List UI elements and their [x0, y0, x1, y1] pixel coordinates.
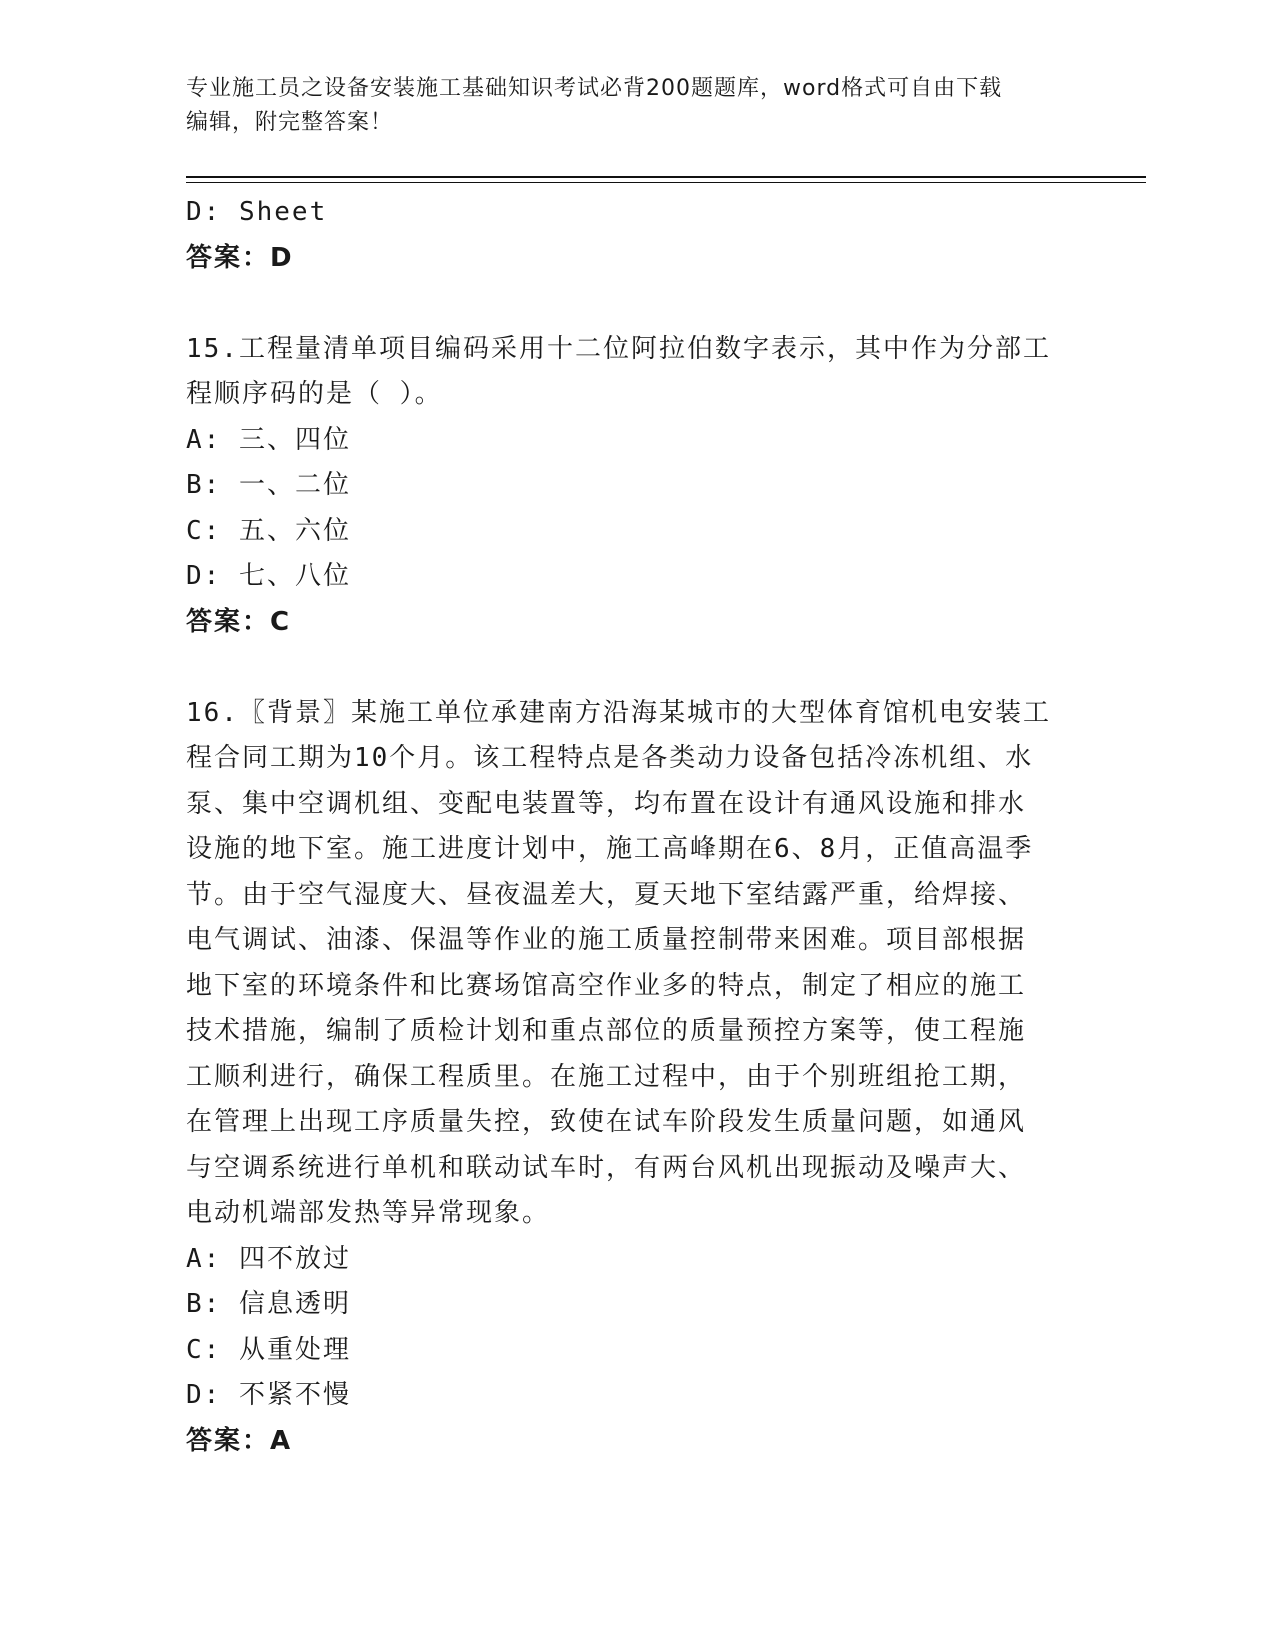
option-d: D: Sheet — [186, 197, 328, 227]
option-b: B: 一、二位 — [186, 470, 351, 500]
header-divider — [186, 176, 1146, 178]
question-text-line: 泵、集中空调机组、变配电装置等，均布置在设计有通风设施和排水 — [186, 788, 1027, 819]
answer-line: 答案：A — [186, 1425, 293, 1456]
question-text-line: 工顺利进行，确保工程质里。在施工过程中，由于个别班组抢工期， — [186, 1061, 1027, 1092]
answer-line: 答案：C — [186, 606, 292, 637]
question-block-prev — [186, 190, 1086, 281]
option-a: A: 四不放过 — [186, 1243, 351, 1274]
document-header — [186, 72, 1086, 140]
question-block-15 — [186, 327, 1086, 646]
question-text-line: 技术措施，编制了质检计划和重点部位的质量预控方案等，使工程施 — [186, 1016, 1027, 1046]
question-text-line: 15.工程量清单项目编码采用十二位阿拉伯数字表示，其中作为分部工 — [186, 333, 1051, 364]
option-a: A: 三、四位 — [186, 424, 351, 455]
spacer — [186, 281, 1086, 327]
question-text-line: 设施的地下室。施工进度计划中，施工高峰期在6、8月，正值高温季 — [186, 834, 1034, 864]
answer-line: 答案：D — [186, 242, 294, 273]
spacer — [186, 645, 1086, 691]
option-c: C: 从重处理 — [186, 1334, 351, 1365]
question-text-line: 在管理上出现工序质量失控，致使在试车阶段发生质量问题，如通风 — [186, 1107, 1027, 1137]
header-divider — [186, 182, 1146, 183]
question-text-line: 与空调系统进行单机和联动试车时，有两台风机出现振动及噪声大、 — [186, 1152, 1027, 1183]
header-line: 专业施工员之设备安装施工基础知识考试必背200题题库，word格式可自由下载 — [186, 76, 1003, 101]
question-block-16 — [186, 691, 1086, 1465]
question-text-line: 16.〖背景〗某施工单位承建南方沿海某城市的大型体育馆机电安装工 — [186, 697, 1051, 728]
option-c: C: 五、六位 — [186, 515, 351, 546]
header-line: 编辑，附完整答案！ — [186, 110, 394, 135]
option-b: B: 信息透明 — [186, 1289, 351, 1319]
document-body — [186, 190, 1086, 1464]
question-text-line: 程顺序码的是（ ）。 — [186, 379, 443, 409]
option-d: D: 七、八位 — [186, 561, 351, 591]
question-text-line: 地下室的环境条件和比赛场馆高空作业多的特点，制定了相应的施工 — [186, 970, 1027, 1001]
question-text-line: 电气调试、油漆、保温等作业的施工质量控制带来困难。项目部根据 — [186, 925, 1027, 955]
question-text-line: 电动机端部发热等异常现象。 — [186, 1198, 551, 1228]
question-text-line: 节。由于空气湿度大、昼夜温差大，夏天地下室结露严重，给焊接、 — [186, 879, 1027, 910]
question-text-line: 程合同工期为10个月。该工程特点是各类动力设备包括冷冻机组、水 — [186, 743, 1034, 773]
option-d: D: 不紧不慢 — [186, 1380, 351, 1410]
